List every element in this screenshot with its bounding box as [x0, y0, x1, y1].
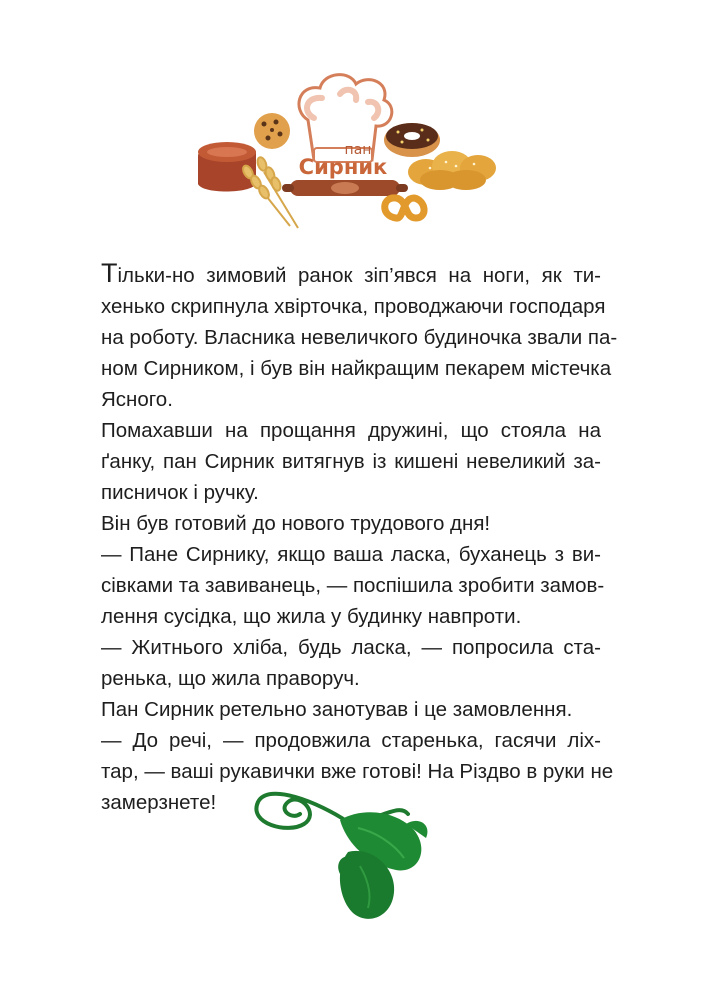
- text-line: писничок і ручку.: [101, 481, 259, 504]
- text-line: Він був готовий до нового трудового дня!: [101, 512, 491, 535]
- mittens-icon: [256, 794, 427, 919]
- text-line: ґанку, пан Сирник витягнув із кишені невеликий за-: [101, 450, 601, 473]
- paragraph: [101, 508, 601, 539]
- text-line: — Пане Сирнику, якщо ваша ласка, буханець з ви-: [101, 543, 601, 566]
- paragraph: [101, 415, 601, 508]
- logo-text-small: пан: [344, 142, 372, 158]
- text-line: ном Сирником, і був він найкращим пекарем містечка: [101, 357, 612, 380]
- text-line: на роботу. Власника невеличкого будиночка звали па-: [101, 326, 618, 349]
- drop-cap: Т: [101, 258, 118, 288]
- challah-icon: [408, 151, 496, 190]
- bakery-illustration: [190, 68, 510, 238]
- wheat-icon: [241, 156, 298, 228]
- donut-icon: [384, 123, 440, 157]
- text-line: [101, 258, 601, 291]
- paragraph: [101, 694, 601, 725]
- paragraph: [101, 632, 601, 694]
- text-line: тар, — ваші рукавички вже готові! На Різдво в руки не: [101, 760, 614, 783]
- text-line: — До речі, — продовжила старенька, гасячи ліх-: [101, 729, 601, 752]
- rolling-pin-icon: [282, 180, 408, 196]
- text-line: замерзнете!: [101, 791, 217, 814]
- cookie-icon: [254, 113, 290, 149]
- text-line: Помахавши на прощання дружині, що стояла на: [101, 419, 601, 442]
- text-line: сівками та завиванець, — поспішила зробити замов-: [101, 574, 605, 597]
- text-line: ренька, що жила праворуч.: [101, 667, 360, 690]
- text-line: Пан Сирник ретельно занотував і це замовлення.: [101, 698, 573, 721]
- pretzel-icon: [385, 198, 424, 218]
- story-text: [101, 258, 618, 818]
- paragraph: [101, 539, 605, 632]
- text-line: хенько скрипнула хвірточка, проводжаючи господаря: [101, 295, 606, 318]
- text-line: — Житнього хліба, будь ласка, — попросила ста-: [101, 636, 601, 659]
- text-line: Ясного.: [101, 388, 173, 411]
- text-line: лення сусідка, що жила у будинку навпроти.: [101, 605, 522, 628]
- paragraph: [101, 258, 618, 415]
- logo-text-large: Сирник: [298, 155, 388, 179]
- mittens-illustration: [248, 762, 448, 932]
- text-line-rest: ільки-но зимовий ранок зіп’явся на ноги, як ти-: [117, 264, 601, 287]
